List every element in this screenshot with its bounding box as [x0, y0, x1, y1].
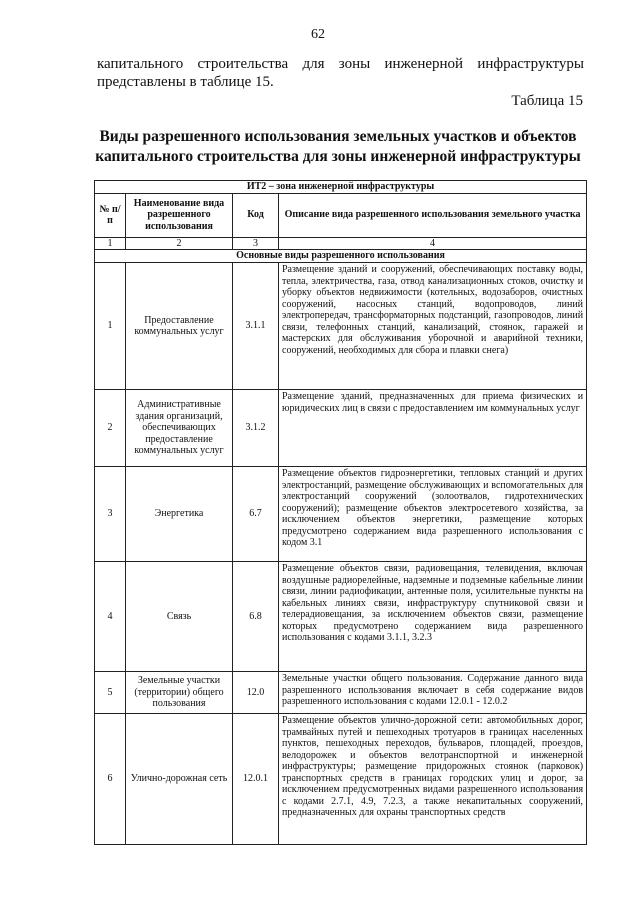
table-row [95, 467, 587, 562]
title-line-2: капитального строительства для зоны инженерной инфраструктуры [95, 148, 581, 165]
table-label: Таблица 15 [511, 93, 583, 109]
header-description: Описание вида разрешенного использования земельного участка [279, 193, 587, 237]
table-row [95, 714, 587, 845]
column-number-4: 4 [279, 237, 587, 250]
use-name: Улично-дорожная сеть [126, 714, 233, 845]
table-row [95, 672, 587, 714]
use-description: Размещение объектов связи, радиовещания, телевидения, включая воздушные радиорелейные, надземные и подземные кабельные линии связи, линии радиофикации, антенные поля, усилительные пункты на кабельных линиях связи, инфраструктуру спутниковой связи и телерадиовещания, за исключением объектов связи, размещение которых предусмотрено содержанием вида разрешенного использования с кодами 3.1.1, 3.2.3 [279, 562, 587, 672]
table-row [95, 263, 587, 390]
row-number: 2 [95, 390, 126, 467]
use-name: Земельные участки (территории) общего пользования [126, 672, 233, 714]
header-num: № п/п [95, 193, 126, 237]
row-number: 3 [95, 467, 126, 562]
use-code: 3.1.1 [233, 263, 279, 390]
row-number: 4 [95, 562, 126, 672]
use-description: Размещение объектов гидроэнергетики, тепловых станций и других электростанций, размещение обслуживающих и вспомогательных для электростанций сооружений (золоотвалов, гидротехнических сооружений); размещение объектов электросетевого хозяйства, за исключением объектов энергетики, размещение которых предусмотрено содержанием вида разрешенного использования с кодом 3.1 [279, 467, 587, 562]
use-name: Энергетика [126, 467, 233, 562]
use-code: 3.1.2 [233, 390, 279, 467]
table-row [95, 562, 587, 672]
row-number: 5 [95, 672, 126, 714]
use-name: Административные здания организаций, обеспечивающих предоставление коммунальных услуг [126, 390, 233, 467]
use-code: 12.0 [233, 672, 279, 714]
row-number: 6 [95, 714, 126, 845]
permitted-use-table [94, 180, 587, 845]
header-code: Код [233, 193, 279, 237]
use-description: Размещение зданий и сооружений, обеспечивающих поставку воды, тепла, электричества, газа, отвод канализационных стоков, очистку и уборку объектов недвижимости (котельных, водозаборов, очистных сооружений, насосных станций, водопроводов, линий электропередач, трансформаторных подстанций, газопроводов, линий связи, телефонных станций, канализаций, стоянок, гаражей и мастерских для обслуживания уборочной и аварийной техники, сооружений, необходимых для сбора и плавки снега) [279, 263, 587, 390]
header-name: Наименование вида разрешенного использования [126, 193, 233, 237]
page-number: 62 [311, 27, 325, 42]
use-name: Предоставление коммунальных услуг [126, 263, 233, 390]
intro-paragraph [97, 55, 584, 91]
use-description: Размещение объектов улично-дорожной сети: автомобильных дорог, трамвайных путей и пешеходных тротуаров в границах населенных пунктов, пешеходных переходов, бульваров, площадей, проездов, велодорожек и объектов велотранспортной и инженерной инфраструктуры; размещение придорожных стоянок (парковок) транспортных средств в границах городских улиц и дорог, за исключением предусмотренных видами разрешенного использования с кодами 2.7.1, 4.9, 7.2.3, а также некапитальных сооружений, предназначенных для охраны транспортных средств [279, 714, 587, 845]
row-number: 1 [95, 263, 126, 390]
section-header: Основные виды разрешенного использования [95, 250, 587, 263]
column-number-3: 3 [233, 237, 279, 250]
use-description: Земельные участки общего пользования. Содержание данного вида разрешенного использования включает в себя содержание видов разрешенного использования с кодами 12.0.1 - 12.0.2 [279, 672, 587, 714]
document-title [60, 127, 616, 167]
use-code: 6.7 [233, 467, 279, 562]
use-code: 6.8 [233, 562, 279, 672]
intro-line-1: капитального строительства для зоны инженерной инфраструктуры [97, 56, 584, 72]
column-number-2: 2 [126, 237, 233, 250]
use-name: Связь [126, 562, 233, 672]
column-number-1: 1 [95, 237, 126, 250]
intro-line-2: представлены в таблице 15. [97, 74, 274, 90]
use-code: 12.0.1 [233, 714, 279, 845]
use-description: Размещение зданий, предназначенных для приема физических и юридических лиц в связи с предоставлением им коммунальных услуг [279, 390, 587, 467]
title-line-1: Виды разрешенного использования земельных участков и объектов [99, 128, 577, 145]
table-row [95, 390, 587, 467]
zone-header: ИТ2 – зона инженерной инфраструктуры [95, 181, 587, 194]
